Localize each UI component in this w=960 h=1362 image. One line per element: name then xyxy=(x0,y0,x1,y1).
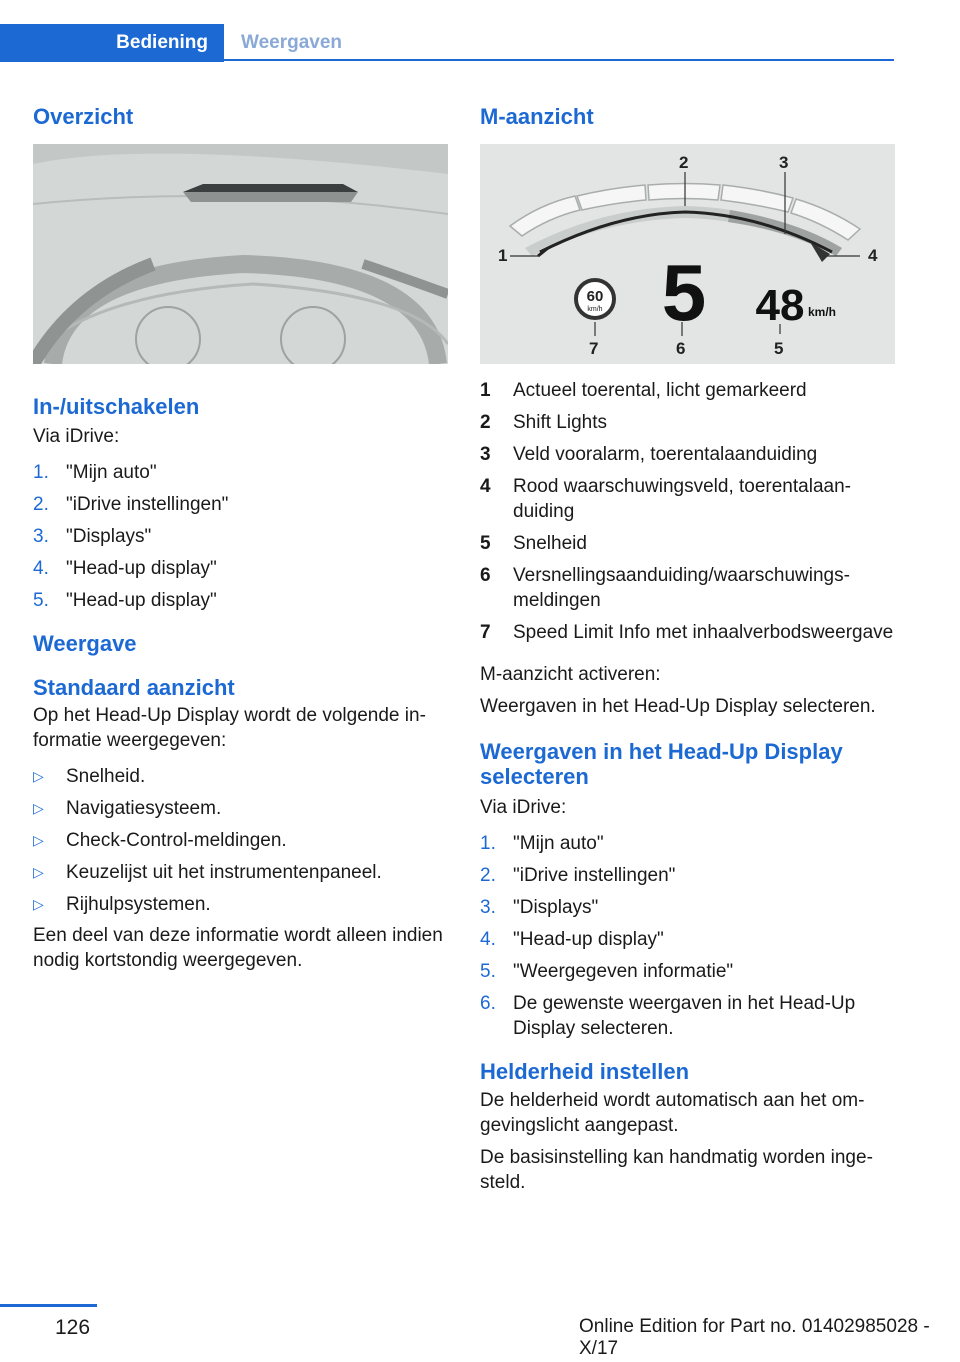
callout-4: 4 xyxy=(868,246,878,265)
switch-heading: In-/uitschakelen xyxy=(33,394,200,419)
right-column xyxy=(480,100,895,1195)
standaard-heading: Standaard aanzicht xyxy=(33,675,235,700)
list-item: 2. "iDrive instellingen" xyxy=(33,494,229,515)
brightness-heading: Helderheid instellen xyxy=(480,1059,690,1084)
brightness-text-1: De helderheid wordt automatisch aan het omgevingslicht aangepast. xyxy=(480,1090,865,1136)
list-item: 3. "Displays" xyxy=(33,526,152,547)
dashboard-drawing xyxy=(33,144,448,364)
list-item: 7 Speed Limit Info met inhaalverbodsweergave xyxy=(480,622,894,643)
callout-2: 2 xyxy=(679,153,689,172)
list-item: 6. De gewenste weergaven in het Head-Up Display selecteren. xyxy=(480,993,856,1039)
tab-bediening[interactable]: Bediening xyxy=(0,24,224,62)
speed-limit-value: 60 xyxy=(586,288,604,305)
header-tabs xyxy=(0,24,894,62)
list-item: ▷ Navigatiesysteem. xyxy=(33,798,222,819)
maanzicht-heading: M-aanzicht xyxy=(480,104,594,129)
callout-1: 1 xyxy=(498,246,508,265)
overzicht-heading: Overzicht xyxy=(33,104,134,129)
list-item: 4. "Head-up display" xyxy=(480,929,664,950)
brightness-text-2: De basisinstelling kan handmatig worden ingesteld. xyxy=(480,1147,873,1193)
figure-legend xyxy=(480,378,895,645)
speed-unit: km/h xyxy=(807,305,837,319)
list-item: ▷ Check-Control-meldingen. xyxy=(33,830,287,851)
standaard-outro: Een deel van deze informatie wordt alleen indien nodig kortstondig weergegeven. xyxy=(33,925,443,971)
select-heading: Weergaven in het Head-Up Display selecteren xyxy=(480,739,843,789)
edition-note: Online Edition for Part no. 01402985028 - X/17 xyxy=(579,1316,930,1359)
speed-limit-unit: km/h xyxy=(587,306,603,313)
callout-3: 3 xyxy=(779,153,789,172)
header-divider xyxy=(224,59,894,61)
list-item: 5. "Weergegeven informatie" xyxy=(480,961,734,982)
standaard-intro: Op het Head-Up Display wordt de volgende informatie weergegeven: xyxy=(33,705,426,751)
list-item: 3 Veld vooralarm, toerentalaanduiding xyxy=(480,444,818,465)
activate-text: M-aanzicht activeren: xyxy=(480,664,661,685)
list-item: 1. "Mijn auto" xyxy=(33,462,157,483)
list-item: 3. "Displays" xyxy=(480,897,599,918)
list-item: 6 Versnellingsaanduiding/waarschuwingsmeldingen xyxy=(480,565,850,611)
page-number: 126 xyxy=(55,1316,91,1339)
switch-intro: Via iDrive: xyxy=(33,426,120,447)
gear-indicator: 5 xyxy=(661,248,707,337)
left-column xyxy=(33,100,448,973)
tab-weergaven[interactable]: Weergaven xyxy=(241,32,343,53)
weergave-heading: Weergave xyxy=(33,631,137,656)
list-item: 5. "Head-up display" xyxy=(33,590,217,611)
callout-7: 7 xyxy=(589,339,599,358)
list-item: 1 Actueel toerental, licht gemarkeerd xyxy=(480,380,807,401)
select-intro: Via iDrive: xyxy=(480,797,567,818)
m-view-illustration xyxy=(480,144,895,364)
list-item: ▷ Keuzelijst uit het instrumentenpaneel. xyxy=(33,862,382,883)
footer-divider xyxy=(0,1304,97,1307)
list-item: 2. "iDrive instellingen" xyxy=(480,865,676,886)
callout-5: 5 xyxy=(774,339,784,358)
list-item: 4 Rood waarschuwingsveld, toerentalaanduiding xyxy=(480,476,851,522)
list-item: ▷ Rijhulpsystemen. xyxy=(33,894,211,915)
dashboard-illustration xyxy=(33,144,448,364)
list-item: 4. "Head-up display" xyxy=(33,558,217,579)
callout-6: 6 xyxy=(676,339,686,358)
select-steps xyxy=(480,831,895,1041)
list-item: ▷ Snelheid. xyxy=(33,766,146,787)
speed-value: 48 xyxy=(755,281,805,330)
list-item: 1. "Mijn auto" xyxy=(480,833,604,854)
switch-steps xyxy=(33,460,448,613)
activate-detail: Weergaven in het Head-Up Display selecteren. xyxy=(480,696,876,717)
list-item: 5 Snelheid xyxy=(480,533,587,554)
info-bullets xyxy=(33,764,448,917)
list-item: 2 Shift Lights xyxy=(480,412,607,433)
m-view-drawing xyxy=(480,144,895,364)
